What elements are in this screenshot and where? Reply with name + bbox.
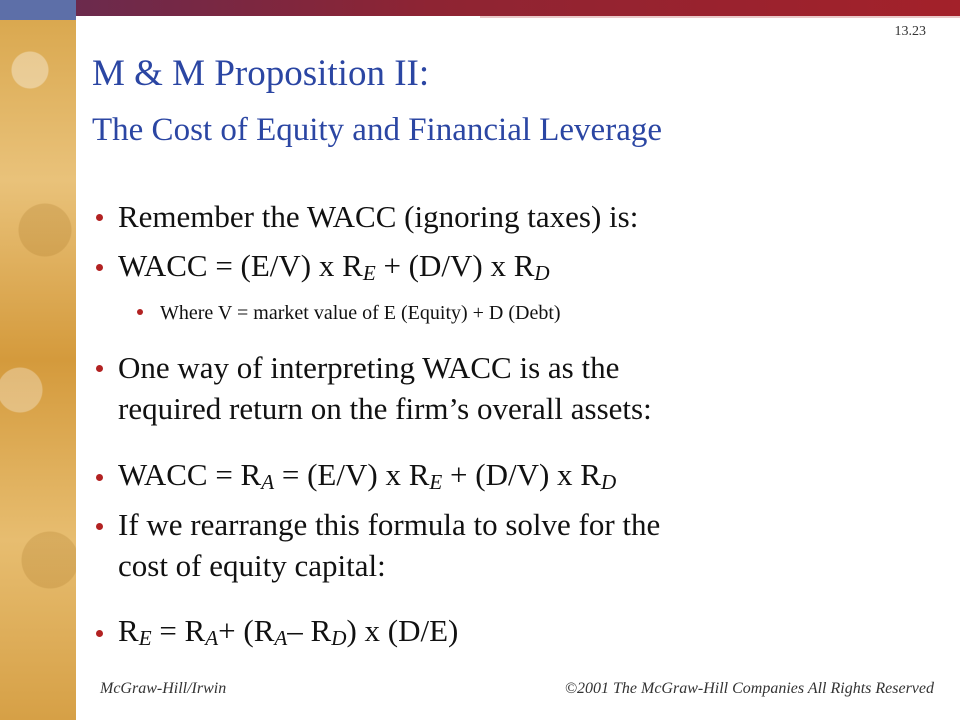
formula-subscript: A	[205, 626, 219, 651]
bullet-rearrange-line1: If we rearrange this formula to solve for the	[118, 507, 661, 542]
top-bar-underline	[480, 16, 960, 18]
slide-subtitle: The Cost of Equity and Financial Leverage	[92, 112, 662, 148]
footer-copyright: ©2001 The McGraw-Hill Companies All Rights Reserved	[564, 680, 934, 697]
formula-text: + (R	[218, 613, 275, 648]
side-panel-top-accent	[0, 0, 76, 20]
formula-subscript: A	[274, 626, 288, 651]
formula-subscript: D	[331, 626, 347, 651]
formula-subscript: E	[138, 626, 152, 651]
formula-text: WACC = R	[118, 457, 262, 492]
slide-title: M & M Proposition II:	[92, 53, 430, 94]
formula-text: R	[118, 613, 139, 648]
formula-text: = (E/V) x R	[274, 457, 430, 492]
formula-subscript: D	[534, 261, 550, 286]
formula-text: WACC = (E/V) x R	[118, 248, 363, 283]
bullet-dot	[96, 630, 103, 637]
formula-text: ) x (D/E)	[346, 613, 459, 648]
decorative-side-panel	[0, 0, 76, 720]
formula-text: – R	[287, 613, 332, 648]
formula-subscript: D	[600, 470, 617, 495]
bullet-dot	[96, 264, 103, 271]
bullet-interpretation-line1: One way of interpreting WACC is as the	[118, 350, 620, 385]
bullet-cost-of-equity-formula	[118, 612, 458, 657]
bullet-rearrange-line2: cost of equity capital:	[118, 548, 386, 583]
bullet-dot	[96, 214, 103, 221]
bullet-wacc-formula	[118, 247, 550, 292]
formula-subscript: E	[362, 261, 376, 286]
formula-text: + (D/V) x R	[375, 248, 535, 283]
bullet-dot	[96, 523, 103, 530]
slide-number: 13.23	[894, 24, 926, 39]
bullet-interpretation-line2: required return on the firm’s overall assets:	[118, 391, 652, 426]
formula-subscript: E	[429, 470, 443, 495]
bullet-wacc-intro: Remember the WACC (ignoring taxes) is:	[118, 199, 639, 234]
bullet-dot	[96, 365, 103, 372]
formula-subscript: A	[261, 470, 275, 495]
bullet-dot	[96, 474, 103, 481]
sub-bullet-v-definition: Where V = market value of E (Equity) + D (Debt)	[160, 302, 561, 324]
formula-text: + (D/V) x R	[442, 457, 601, 492]
top-color-bar	[76, 0, 960, 16]
sub-bullet-dot	[137, 309, 143, 315]
bullet-wacc-ra-formula	[118, 456, 616, 501]
formula-text: = R	[151, 613, 206, 648]
footer-publisher: McGraw-Hill/Irwin	[100, 680, 227, 697]
